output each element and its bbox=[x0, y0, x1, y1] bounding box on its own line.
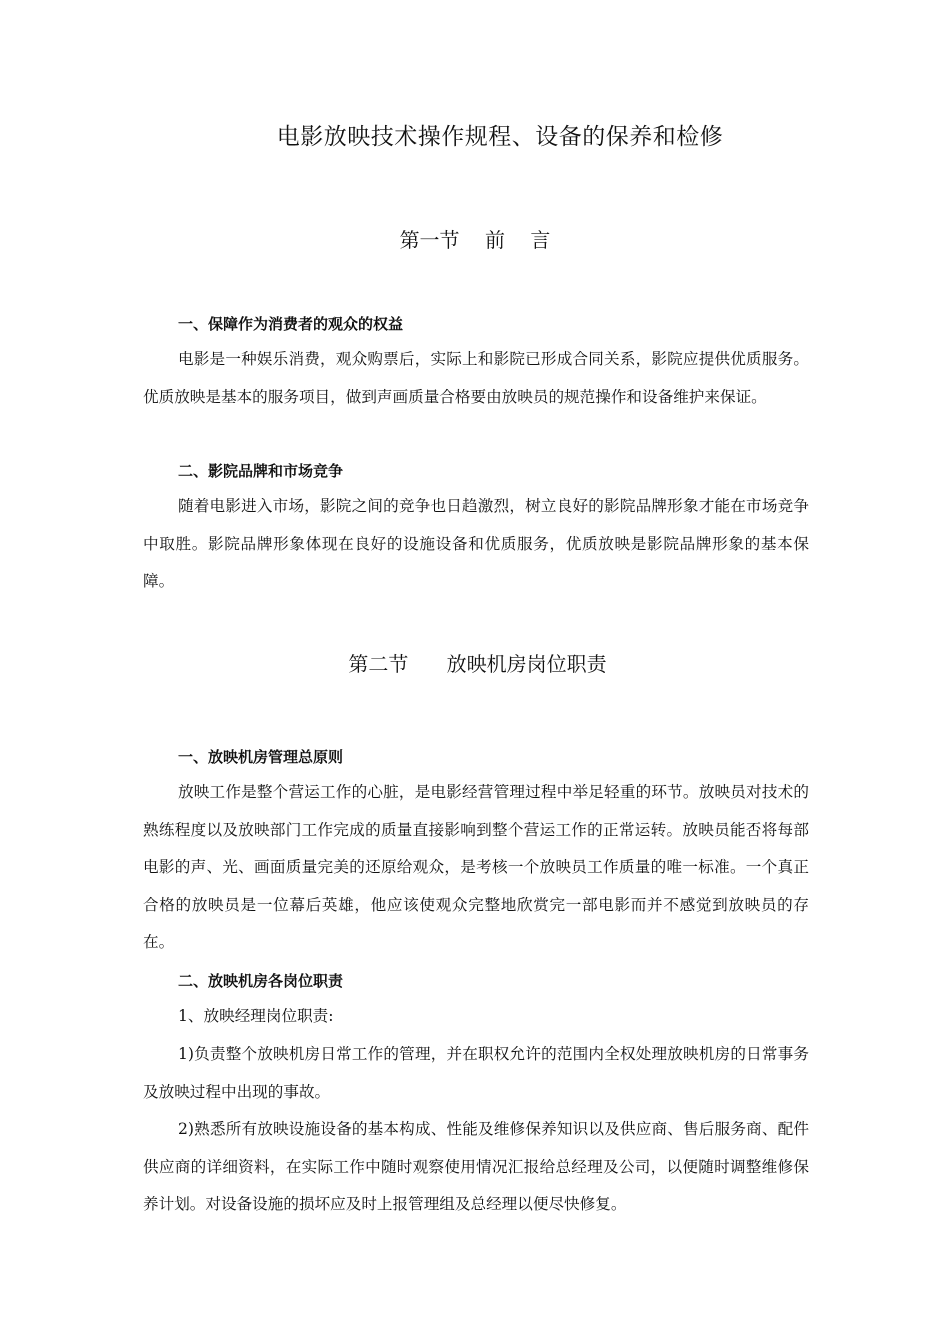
subsection-heading-brand-competition: 二、影院品牌和市场竞争 bbox=[178, 462, 344, 480]
subsection-heading-audience-rights: 一、保障作为消费者的观众的权益 bbox=[178, 315, 404, 333]
subsection-heading-position-duties: 二、放映机房各岗位职责 bbox=[178, 972, 344, 990]
subsection-heading-management-principles: 一、放映机房管理总原则 bbox=[178, 748, 344, 766]
paragraph-duty-item-2: 2)熟悉所有放映设施设备的基本构成、性能及维修保养知识以及供应商、售后服务商、配件供应商的详细资料，在实际工作中随时观察使用情况汇报给总经理及公司，以便随时调整维修保养计划。对设备设施的损坏应及时上报管理组及总经理以便尽快修复。 bbox=[143, 1120, 809, 1213]
paragraph-manager-duties-title: 1、放映经理岗位职责: bbox=[178, 1007, 334, 1025]
paragraph-audience-rights: 电影是一种娱乐消费，观众购票后，实际上和影院已形成合同关系，影院应提供优质服务。优质放映是基本的服务项目，做到声画质量合格要由放映员的规范操作和设备维护来保证。 bbox=[143, 350, 809, 406]
section-heading-projection-room-duties: 第二节 放映机房岗位职责 bbox=[348, 652, 607, 676]
document-title: 电影放映技术操作规程、设备的保养和检修 bbox=[276, 124, 724, 150]
paragraph-brand-competition: 随着电影进入市场，影院之间的竞争也日趋激烈，树立良好的影院品牌形象才能在市场竞争中取胜。影院品牌形象体现在良好的设施设备和优质服务，优质放映是影院品牌形象的基本保障。 bbox=[143, 497, 809, 590]
section-heading-preface: 第一节 前 言 bbox=[399, 228, 551, 252]
paragraph-management-principles: 放映工作是整个营运工作的心脏，是电影经营管理过程中举足轻重的环节。放映员对技术的熟练程度以及放映部门工作完成的质量直接影响到整个营运工作的正常运转。放映员能否将每部电影的声、光、画面质量完美的还原给观众，是考核一个放映员工作质量的唯一标准。一个真正合格的放映员是一位幕后英雄，他应该使观众完整地欣赏完一部电影而并不感觉到放映员的存在。 bbox=[143, 783, 809, 951]
paragraph-duty-item-1: 1)负责整个放映机房日常工作的管理，并在职权允许的范围内全权处理放映机房的日常事务及放映过程中出现的事故。 bbox=[143, 1045, 809, 1101]
